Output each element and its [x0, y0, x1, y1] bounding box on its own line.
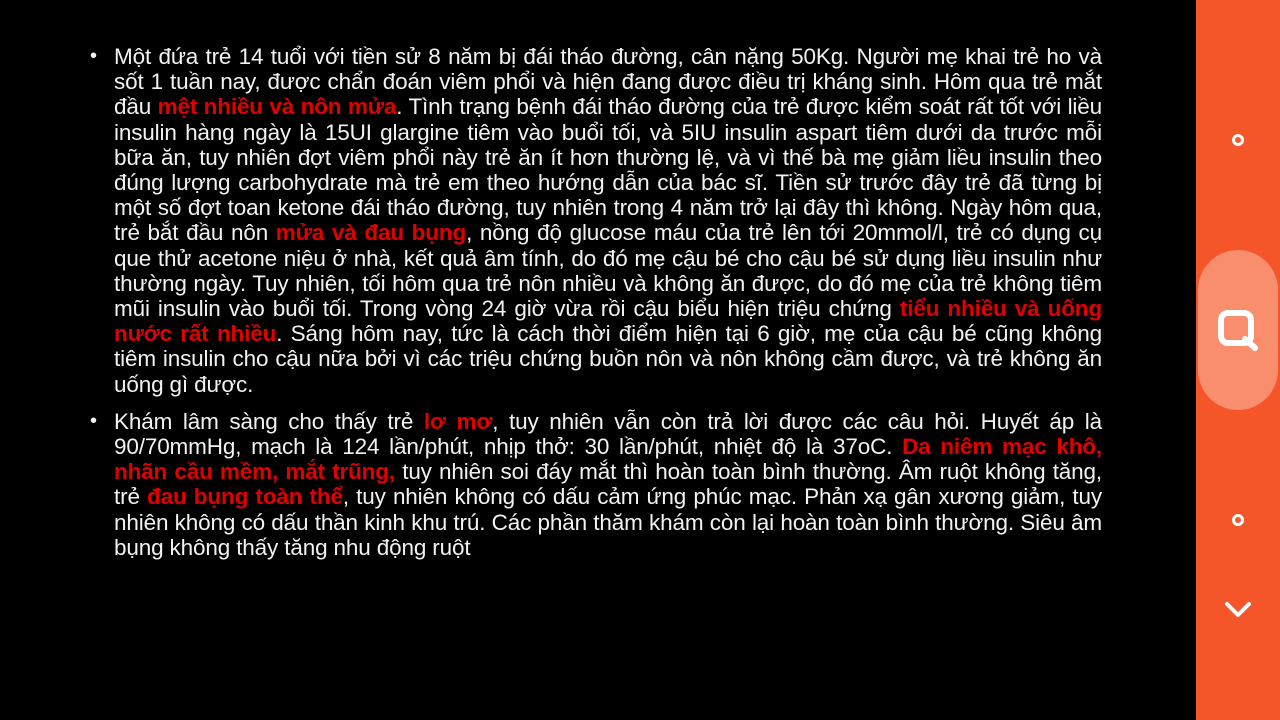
search-icon	[1214, 306, 1262, 354]
highlighted-phrase: mửa và đau bụng	[275, 220, 467, 246]
floating-sidebar	[1196, 0, 1280, 720]
highlighted-phrase: tiểu nhiều và uống nước rất nhiều	[114, 296, 1102, 347]
paragraph-exam-text	[114, 409, 1102, 560]
bullet-dot: •	[90, 409, 97, 432]
text-segment: Một đứa trẻ 14 tuổi với tiền sử 8 năm bị đái tháo đường, cân nặng 50Kg. Người mẹ khai trẻ ho và sốt 1 tuần nay, được chẩn đoán viêm phổi và hiện đang được điều trị kháng sinh. Hôm qua trẻ mắt đầu	[114, 44, 1102, 120]
bullet-dot: •	[90, 45, 97, 67]
circle-icon	[1232, 514, 1244, 526]
highlighted-phrase: Da niêm mạc khô, nhãn cầu mềm, mắt trũng,	[114, 434, 1102, 485]
circle-icon	[1232, 134, 1244, 146]
slide-content	[90, 44, 1102, 572]
text-segment: , tuy nhiên vẫn còn trả lời được các câu hỏi. Huyết áp là 90/70mmHg, mạch là 124 lần/phút, nhịp thở: 30 lần/phút, nhiệt độ là 37oC.	[114, 408, 1102, 460]
text-segment: . Sáng hôm nay, tức là cách thời điểm hiện tại 6 giờ, mẹ của cậu bé cũng không tiêm insulin cho cậu nữa bởi vì các triệu chứng buồn nôn và nôn không cầm được, và trẻ không ăn uống gì được.	[114, 321, 1102, 397]
highlighted-phrase: lơ mơ	[423, 408, 493, 434]
paragraph-history-text	[114, 44, 1102, 397]
text-segment: . Tình trạng bệnh đái tháo đường của trẻ được kiểm soát rất tốt với liều insulin hàng ngày là 15UI glargine tiêm vào buổi tối, và 5IU insulin aspart tiêm dưới da trước mỗi bữa ăn, tuy nhiên đợt viêm phổi này trẻ ăn ít hơn thường lệ, và vì thế bà mẹ giảm liều insulin theo đúng lượng carbohydrate mà trẻ em theo hướng dẫn của bác sĩ. Tiền sử trước đây trẻ đã từng bị một số đợt toan ketone đái tháo đường, tuy nhiên trong 4 năm trở lại đây thì không. Ngày hôm qua, trẻ bắt đầu nôn	[114, 94, 1102, 246]
search-button[interactable]	[1198, 250, 1278, 410]
circle-button-top[interactable]	[1196, 120, 1280, 160]
chevron-down-icon	[1224, 600, 1252, 620]
circle-button-bottom[interactable]	[1196, 500, 1280, 540]
text-segment: , nồng độ glucose máu của trẻ lên tới 20mmol/l, trẻ có dụng cụ que thử acetone niệu ở nhà, kết quả âm tính, do đó mẹ cậu bé cho cậu bé sử dụng liều insulin như thường ngày. Tuy nhiên, tối hôm qua trẻ nôn nhiều và không ăn được, do đó mẹ của trẻ không tiêm mũi insulin vào buổi tối. Trong vòng 24 giờ vừa rồi cậu biểu hiện triệu chứng	[114, 220, 1102, 322]
text-segment: , tuy nhiên không có dấu cảm ứng phúc mạc. Phản xạ gân xương giảm, tuy nhiên không có dấu thần kinh khu trú. Các phần thăm khám còn lại hoàn toàn bình thường. Siêu âm bụng không thấy tăng nhu động ruột	[114, 484, 1102, 560]
bullet-paragraph-history	[90, 44, 1102, 397]
bullet-paragraph-exam	[90, 409, 1102, 560]
text-segment: tuy nhiên soi đáy mắt thì hoàn toàn bình thường. Âm ruột không tăng, trẻ	[114, 459, 1102, 510]
text-segment: Khám lâm sàng cho thấy trẻ	[114, 408, 424, 434]
highlighted-phrase: mệt nhiều và nôn mửa	[157, 94, 397, 120]
chevron-down-button[interactable]	[1196, 592, 1280, 628]
highlighted-phrase: đau bụng toàn thể	[147, 484, 343, 510]
